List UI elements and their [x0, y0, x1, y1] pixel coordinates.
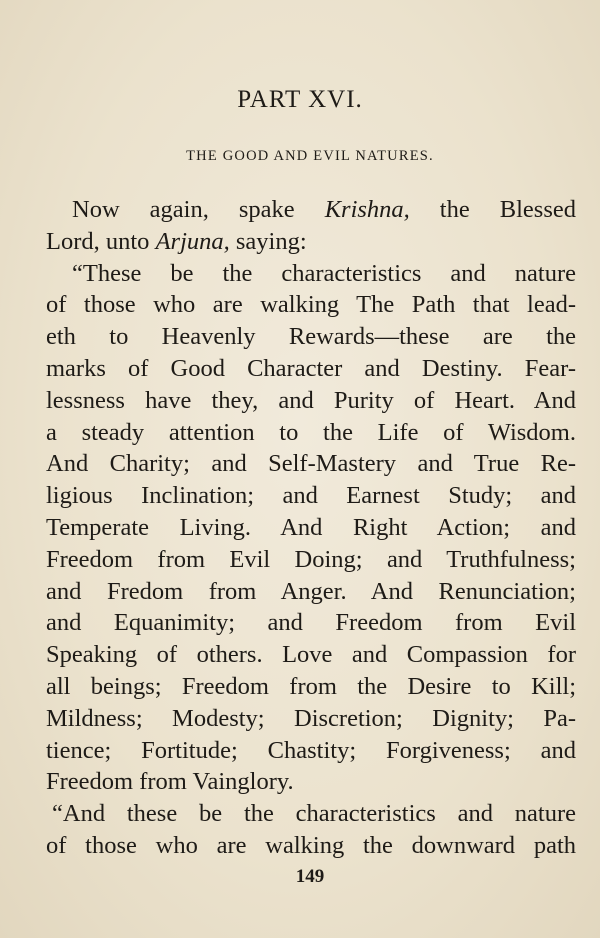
- text-line: lessness have they, and Purity of Heart. And: [46, 386, 576, 414]
- text-line: Speaking of others. Love and Compassion for: [46, 641, 576, 669]
- text-line: Freedom from Vainglory.: [46, 768, 294, 796]
- text-line: Freedom from Evil Doing; and Truthfulness;: [46, 545, 576, 573]
- text-line: Now again, spake Krishna, the Blessed: [72, 196, 576, 223]
- text-line: tience; Fortitude; Chastity; Forgiveness; and: [46, 736, 576, 764]
- text-line: all beings; Freedom from the Desire to Kill;: [46, 672, 576, 700]
- emphasis-krishna: Krishna,: [324, 196, 410, 223]
- text-line: “These be the characteristics and nature: [72, 259, 576, 287]
- text-line: Lord, unto Arjuna, saying:: [46, 227, 307, 255]
- text-line: and Fredom from Anger. And Renunciation;: [46, 577, 576, 605]
- text-line: Temperate Living. And Right Action; and: [46, 513, 576, 541]
- text-line: Mildness; Modesty; Discretion; Dignity; Pa-: [46, 704, 576, 732]
- page-number: 149: [295, 866, 325, 887]
- text-line: and Equanimity; and Freedom from Evil: [46, 609, 576, 637]
- section-title: THE GOOD AND EVIL NATURES.: [186, 148, 434, 164]
- body-text: [46, 194, 576, 862]
- text-line: marks of Good Character and Destiny. Fear-: [46, 354, 576, 382]
- text-line: ligious Inclination; and Earnest Study; and: [46, 482, 576, 510]
- text-line: eth to Heavenly Rewards—these are the: [46, 323, 576, 351]
- part-title: PART XVI.: [237, 86, 363, 113]
- text-line: “And these be the characteristics and nature: [52, 800, 576, 828]
- text-line: And Charity; and Self-Mastery and True Re-: [46, 450, 576, 478]
- emphasis-arjuna: Arjuna,: [155, 227, 230, 255]
- text-line: of those who are walking The Path that lead-: [46, 291, 576, 319]
- text-line: a steady attention to the Life of Wisdom.: [46, 418, 576, 446]
- text-line: of those who are walking the downward path: [46, 831, 576, 859]
